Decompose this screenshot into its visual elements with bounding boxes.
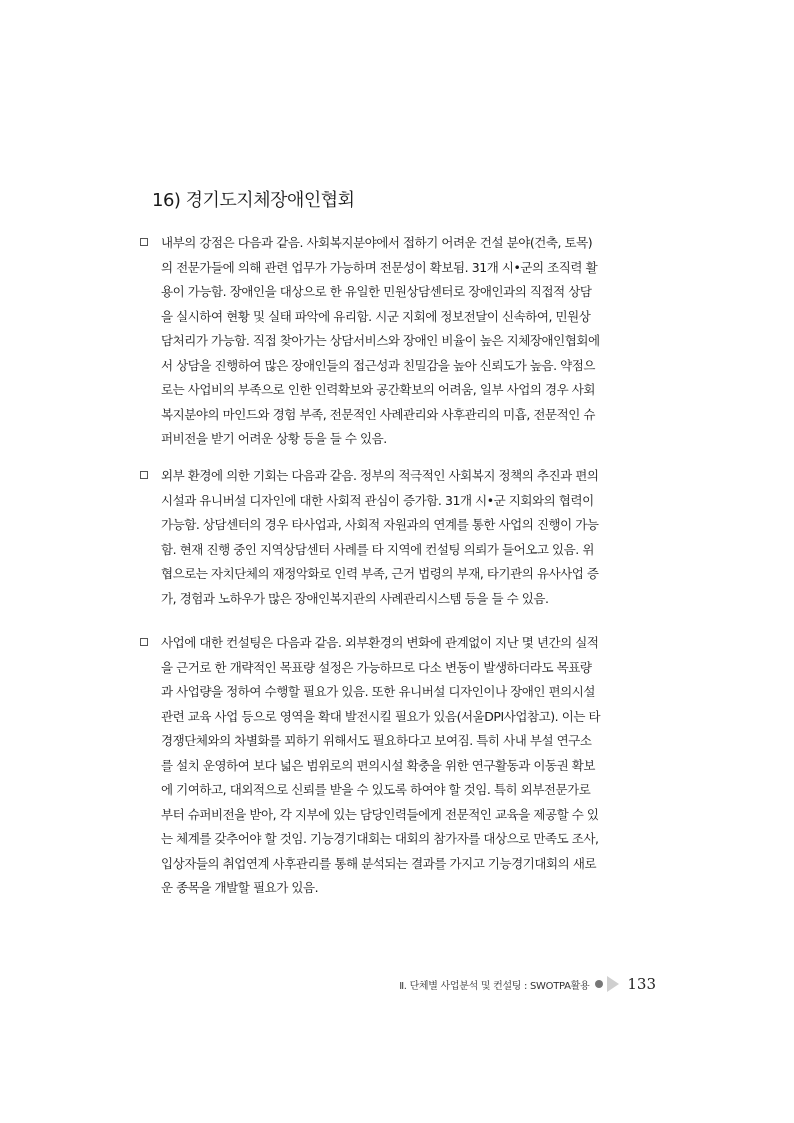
text-line: 을 실시하여 현황 및 실태 파악에 유리함. 시군 지회에 정보전달이 신속하여, 민원상	[161, 308, 591, 324]
text-line: 운 종목을 개발할 필요가 있음.	[161, 880, 319, 895]
square-bullet-icon	[140, 238, 148, 246]
text-line: 퍼비전을 받기 어려운 상황 등을 들 수 있음.	[161, 431, 387, 446]
footer-section-title: Ⅱ. 단체별 사업분석 및 컨설팅 : SWOTPA활용	[399, 980, 590, 992]
text-line: 시설과 유니버설 디자인에 대한 사회적 관심이 증가함. 31개 시•군 지회와의 협력이	[161, 492, 594, 508]
text-line: 관련 교육 사업 등으로 영역을 확대 발전시킬 필요가 있음(서울DPI사업참고). 이는 타	[161, 708, 601, 724]
square-bullet-icon	[140, 471, 148, 479]
text-line: 경쟁단체와의 차별화를 꾀하기 위해서도 필요하다고 보여짐. 특히 사내 부설 연구소	[161, 733, 592, 748]
text-line: 을 근거로 한 개략적인 목표량 설정은 가능하므로 다소 변동이 발생하더라도 목표량	[161, 659, 592, 675]
text-line: 가, 경험과 노하우가 많은 장애인복지관의 사례관리시스템 등을 들 수 있음.	[161, 590, 549, 606]
arrow-right-icon	[607, 976, 619, 992]
text-line: 부터 슈퍼비전을 받아, 각 지부에 있는 담당인력들에게 전문적인 교육을 제공할 수 있	[161, 806, 599, 822]
section-heading: 16) 경기도지체장애인협회	[152, 190, 355, 211]
text-line: 협으로는 자치단체의 재정악화로 인력 부족, 근거 법령의 부재, 타기관의 유사사업 증	[161, 566, 599, 581]
text-line: 외부 환경에 의한 기회는 다음과 같음. 정부의 적극적인 사회복지 정책의 추진과 편의	[161, 468, 599, 483]
text-line: 담처리가 가능함. 직접 찾아가는 상담서비스와 장애인 비율이 높은 지체장애인협회에	[161, 333, 600, 348]
bullet-dot-icon	[595, 980, 603, 988]
page-number: 133	[627, 975, 656, 993]
page-footer	[399, 975, 656, 993]
text-line: 사업에 대한 컨설팅은 다음과 같음. 외부환경의 변화에 관계없이 지난 몇 년간의 실적	[161, 635, 599, 650]
text-line: 는 체계를 갖추어야 할 것임. 기능경기대회는 대회의 참가자를 대상으로 만족도 조사,	[161, 831, 599, 846]
paragraph-opportunities	[140, 464, 670, 611]
text-line: 입상자들의 취업연계 사후관리를 통해 분석되는 결과를 가지고 기능경기대회의 새로	[161, 855, 597, 871]
paragraph-strengths	[140, 231, 670, 452]
square-bullet-icon	[140, 638, 148, 646]
text-line: 과 사업량을 정하여 수행할 필요가 있음. 또한 유니버설 디자인이나 장애인 편의시설	[161, 684, 596, 699]
paragraph-consulting	[140, 631, 670, 901]
text-line: 가능함. 상담센터의 경우 타사업과, 사회적 자원과의 연계를 통한 사업의 진행이 가능	[161, 517, 599, 532]
text-line: 를 설치 운영하여 보다 넓은 범위로의 편의시설 확충을 위한 연구활동과 이동권 확보	[161, 757, 596, 773]
text-line: 서 상담을 진행하여 많은 장애인들의 접근성과 친밀감을 높아 신뢰도가 높음. 약점으	[161, 357, 596, 373]
text-line: 로는 사업비의 부족으로 인한 인력확보와 공간확보의 어려움, 일부 사업의 경우 사회	[161, 382, 596, 397]
text-line: 내부의 강점은 다음과 같음. 사회복지분야에서 접하기 어려운 건설 분야(건축, 토목)	[161, 235, 593, 250]
text-line: 의 전문가들에 의해 관련 업무가 가능하며 전문성이 확보됨. 31개 시•군의 조직력 활	[161, 259, 598, 275]
text-line: 용이 가능함. 장애인을 대상으로 한 유일한 민원상담센터로 장애인과의 직접적 상담	[161, 284, 592, 299]
text-line: 함. 현재 진행 중인 지역상담센터 사례를 타 지역에 컨설팅 의뢰가 들어오고 있음. 위	[161, 541, 594, 557]
text-line: 에 기여하고, 대외적으로 신뢰를 받을 수 있도록 하여야 할 것임. 특히 외부전문가로	[161, 782, 591, 797]
text-line: 복지분야의 마인드와 경험 부족, 전문적인 사례관리와 사후관리의 미흡, 전문적인 슈	[161, 406, 596, 422]
